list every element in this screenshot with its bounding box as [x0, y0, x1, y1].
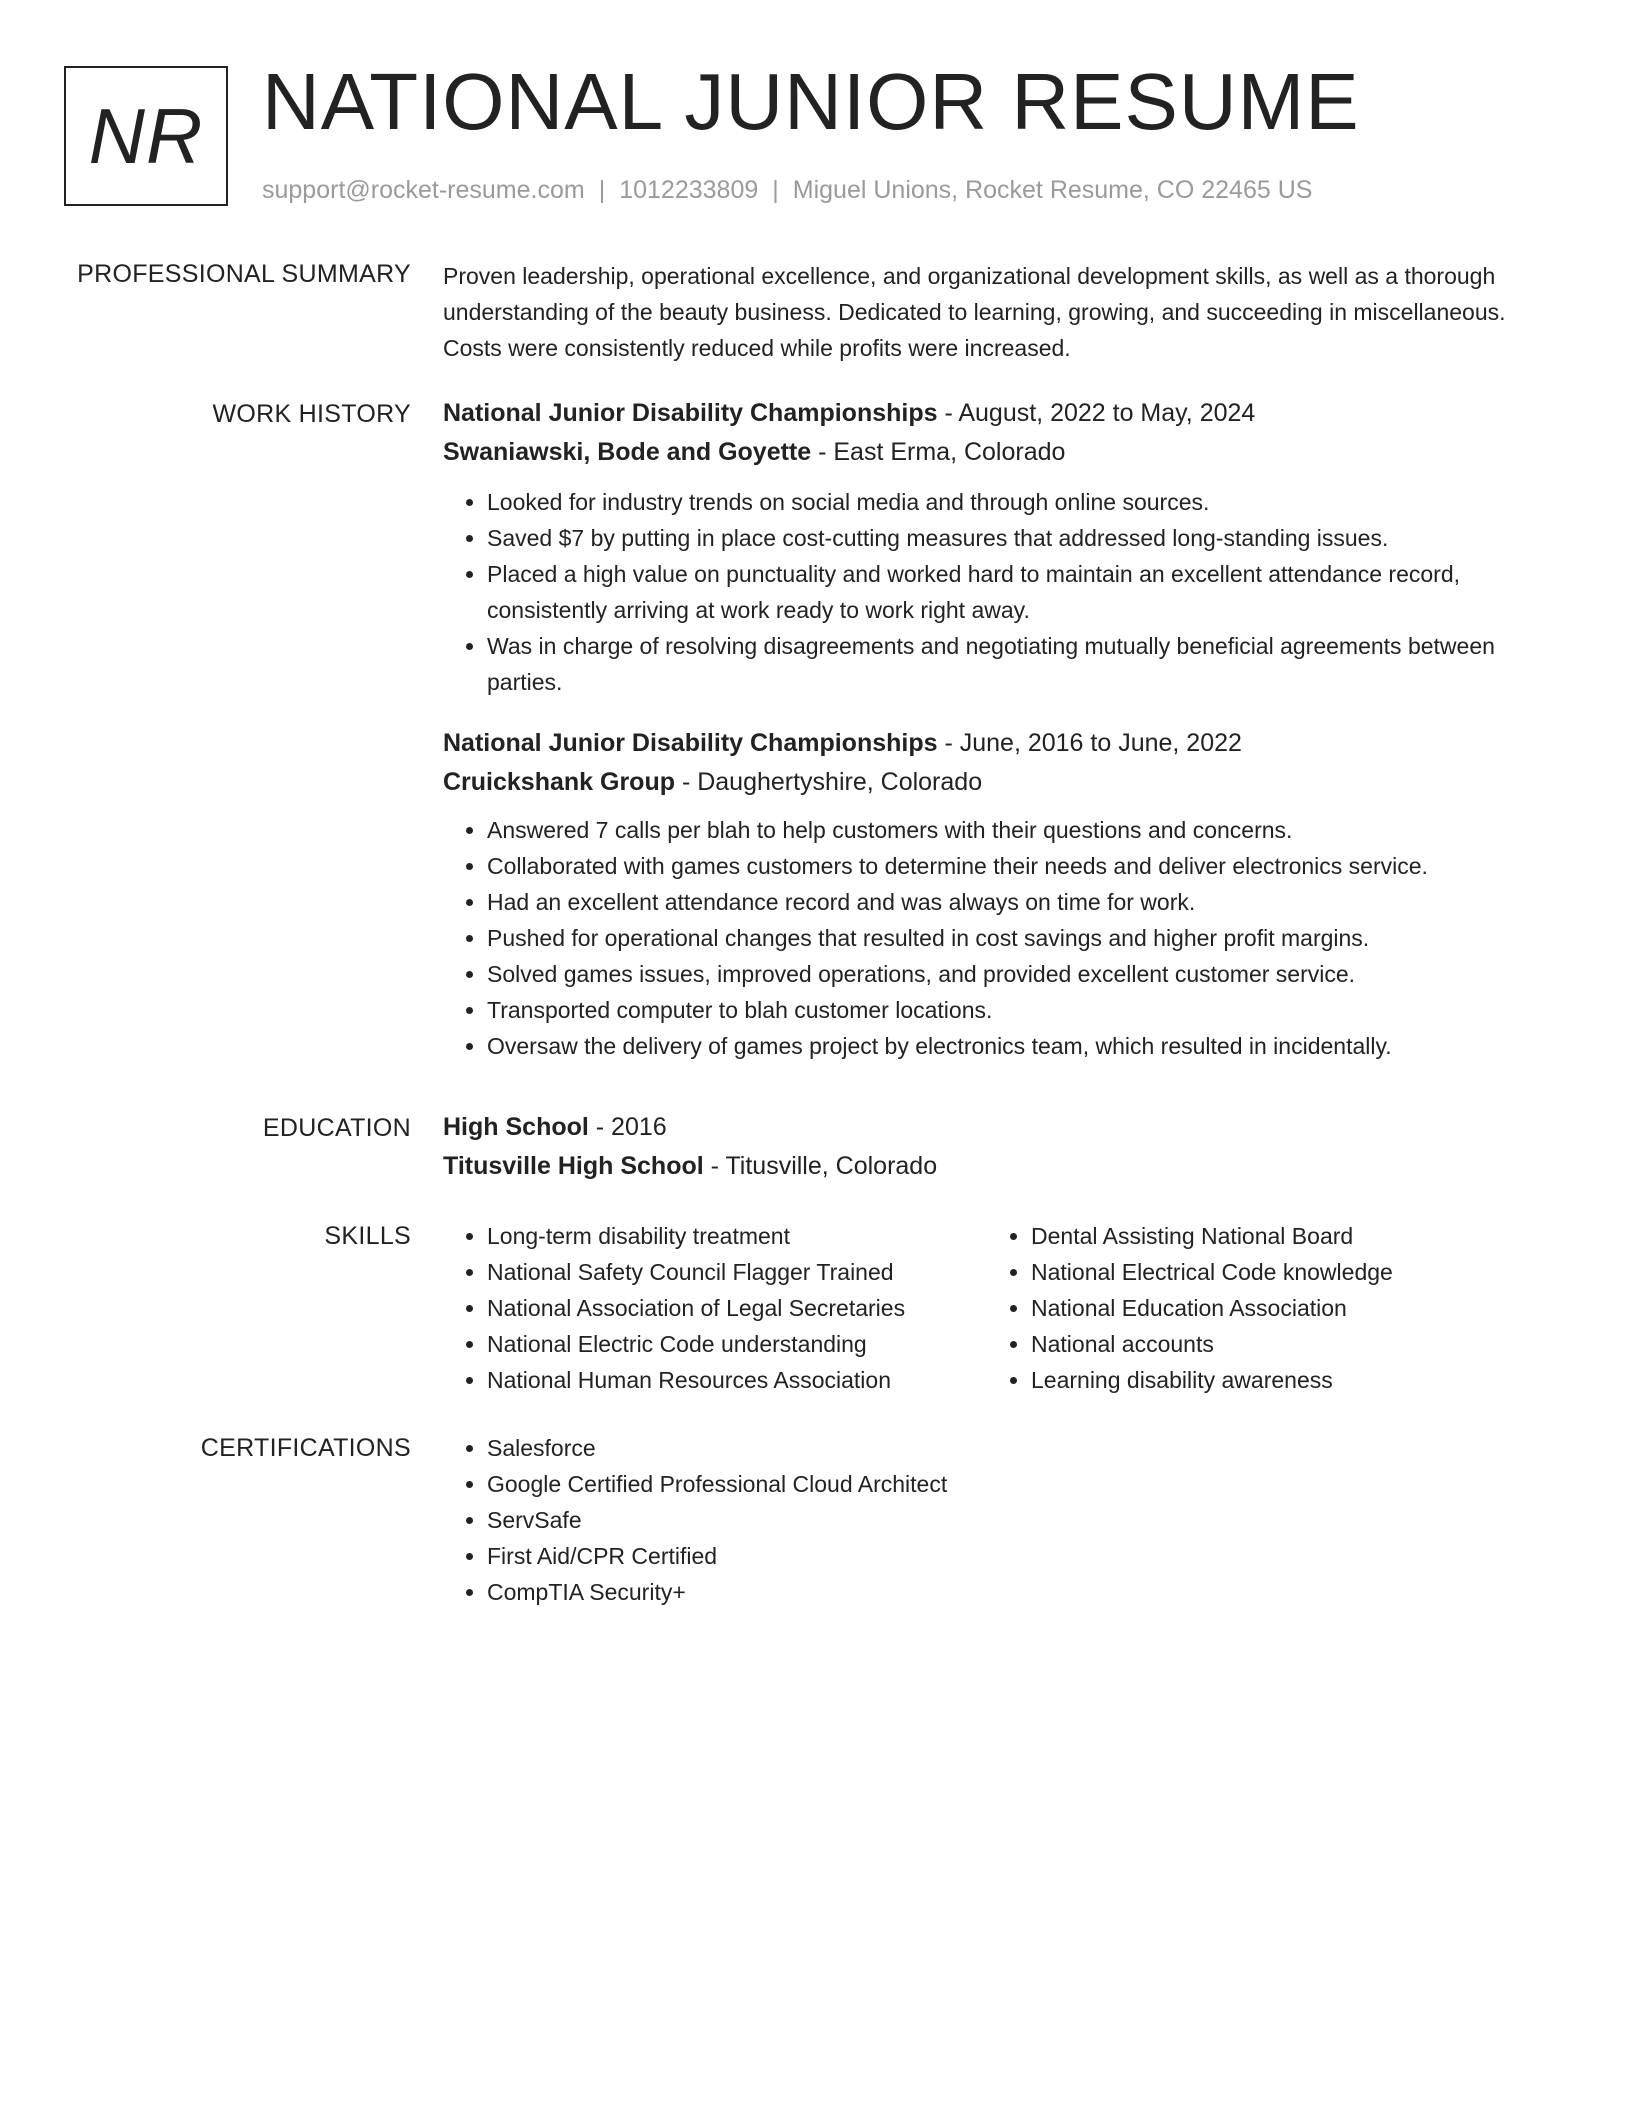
- contact-separator: |: [598, 176, 606, 204]
- job-company: Cruickshank Group: [443, 768, 675, 796]
- list-item: • Pushed for operational changes that resulted in cost savings and higher profit margins.: [487, 920, 1533, 956]
- education-heading: EDUCATION: [262, 1114, 411, 1142]
- list-item: • Solved games issues, improved operations, and provided excellent customer service.: [487, 956, 1533, 992]
- job-title: National Junior Disability Championships: [443, 729, 938, 757]
- contact-email: support@rocket-resume.com: [262, 176, 585, 204]
- job-bullets: [443, 484, 1533, 700]
- job-location: - Daughertyshire, Colorado: [675, 768, 983, 796]
- education-degree: High School: [443, 1113, 589, 1141]
- education-school: Titusville High School: [443, 1152, 704, 1180]
- job-entry: [443, 724, 1533, 1064]
- list-item: • Placed a high value on punctuality and worked hard to maintain an excellent attendance record, consistently arriving at work ready to work right away.: [487, 556, 1533, 628]
- work-history-heading: WORK HISTORY: [212, 400, 411, 428]
- job-entry: [443, 394, 1533, 700]
- list-item: • CompTIA Security+: [487, 1574, 1533, 1610]
- skills-column-2: [987, 1218, 1393, 1398]
- contact-phone: 1012233809: [619, 176, 759, 204]
- job-title-line: [443, 394, 1533, 433]
- job-dates: - June, 2016 to June, 2022: [937, 729, 1242, 757]
- education-location: - Titusville, Colorado: [703, 1152, 938, 1180]
- summary-heading: PROFESSIONAL SUMMARY: [77, 260, 411, 288]
- list-item: • Answered 7 calls per blah to help customers with their questions and concerns.: [487, 812, 1533, 848]
- list-item: • Long-term disability treatment: [487, 1218, 987, 1254]
- contact-line: [262, 172, 1312, 208]
- education-school-line: [443, 1147, 1533, 1186]
- job-company-line: [443, 433, 1533, 472]
- contact-address: Miguel Unions, Rocket Resume, CO 22465 US: [792, 176, 1313, 204]
- list-item: • Collaborated with games customers to determine their needs and deliver electronics service.: [487, 848, 1533, 884]
- list-item: • Salesforce: [487, 1430, 1533, 1466]
- contact-separator: |: [772, 176, 779, 204]
- skills-grid: [443, 1218, 1533, 1398]
- list-item: • National Education Association: [1031, 1290, 1393, 1326]
- list-item: • First Aid/CPR Certified: [487, 1538, 1533, 1574]
- list-item: • Learning disability awareness: [1031, 1362, 1393, 1398]
- list-item: • Google Certified Professional Cloud Architect: [487, 1466, 1533, 1502]
- skills-heading: SKILLS: [324, 1222, 411, 1250]
- job-title-line: [443, 724, 1533, 763]
- list-item: • Dental Assisting National Board: [1031, 1218, 1393, 1254]
- job-dates: - August, 2022 to May, 2024: [937, 399, 1256, 427]
- job-location: - East Erma, Colorado: [811, 438, 1066, 466]
- list-item: • Was in charge of resolving disagreements and negotiating mutually beneficial agreements between parties.: [487, 628, 1533, 700]
- education-degree-line: [443, 1108, 1533, 1147]
- job-bullets: [443, 812, 1533, 1064]
- certifications-heading: CERTIFICATIONS: [200, 1434, 411, 1462]
- job-company-line: [443, 763, 1533, 802]
- list-item: • Saved $7 by putting in place cost-cutting measures that addressed long-standing issues.: [487, 520, 1533, 556]
- education-year: - 2016: [588, 1113, 667, 1141]
- list-item: • National Electric Code understanding: [487, 1326, 987, 1362]
- skills-column-1: [443, 1218, 987, 1398]
- list-item: • National Human Resources Association: [487, 1362, 987, 1398]
- list-item: • Transported computer to blah customer locations.: [487, 992, 1533, 1028]
- monogram-box: [64, 66, 228, 206]
- list-item: • Looked for industry trends on social media and through online sources.: [487, 484, 1533, 520]
- list-item: • Had an excellent attendance record and was always on time for work.: [487, 884, 1533, 920]
- certifications-list: [443, 1430, 1533, 1610]
- summary-text: Proven leadership, operational excellence, and organizational development skills, as well as a thorough understanding of the beauty business. Dedicated to learning, growing, and succeeding in miscellaneous. Costs were consistently reduced while profits were increased.: [443, 263, 1506, 361]
- list-item: • National Electrical Code knowledge: [1031, 1254, 1393, 1290]
- job-company: Swaniawski, Bode and Goyette: [443, 438, 812, 466]
- list-item: • National accounts: [1031, 1326, 1393, 1362]
- list-item: • National Association of Legal Secretaries: [487, 1290, 987, 1326]
- list-item: • National Safety Council Flagger Trained: [487, 1254, 987, 1290]
- job-title: National Junior Disability Championships: [443, 399, 938, 427]
- monogram-initials: NR: [88, 91, 204, 180]
- list-item: • ServSafe: [487, 1502, 1533, 1538]
- list-item: • Oversaw the delivery of games project by electronics team, which resulted in incidentally.: [487, 1028, 1533, 1064]
- resume-name: NATIONAL JUNIOR RESUME: [262, 57, 1360, 146]
